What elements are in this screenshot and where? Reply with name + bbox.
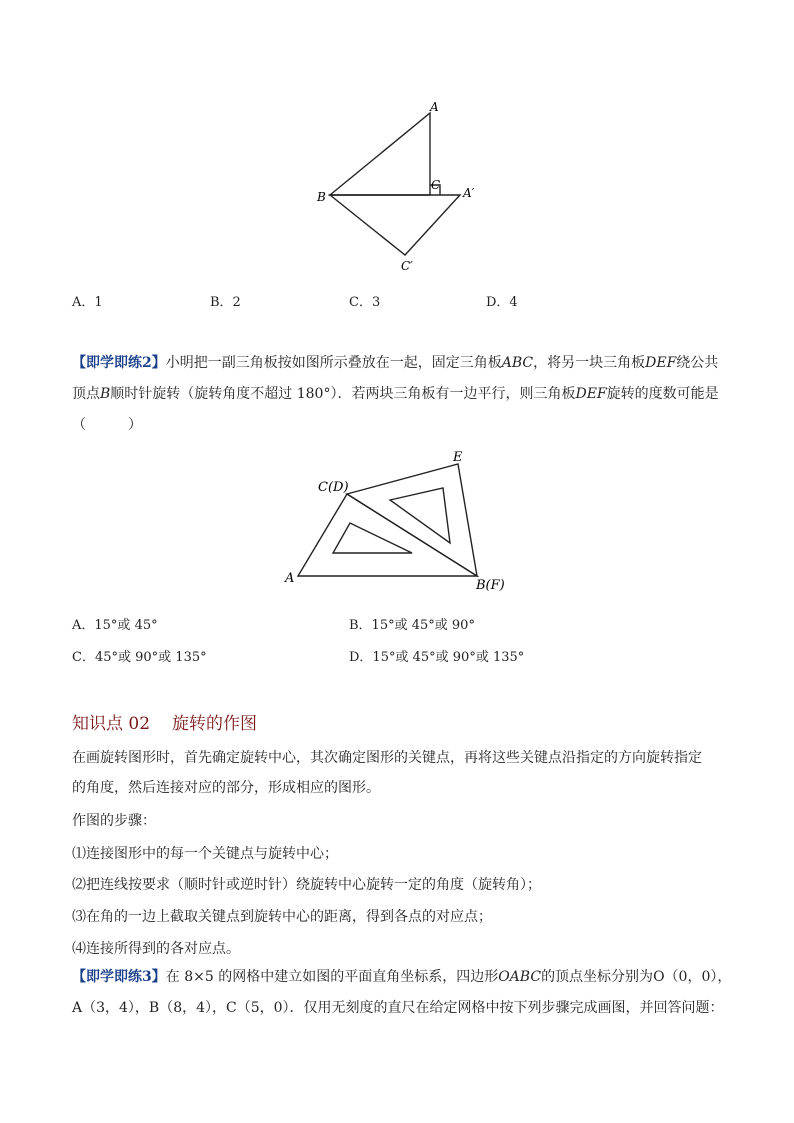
section-title: 旋转的作图 bbox=[172, 714, 258, 734]
label-bf: B(F) bbox=[476, 578, 505, 593]
label-a2: A bbox=[285, 571, 295, 586]
section-heading bbox=[72, 709, 279, 734]
label-c: C bbox=[431, 178, 441, 192]
label-a: A bbox=[430, 100, 439, 114]
step-1: ⑴连接图形中的每一个关键点与旋转中心； bbox=[72, 846, 338, 862]
steps-title: 作图的步骤： bbox=[72, 813, 156, 829]
step-2: ⑵把连线按要求（顺时针或逆时针）绕旋转中心旋转一定的角度（旋转角）； bbox=[72, 877, 541, 893]
exercise3-line2: A（3，4），B（8，4），C（5，0）．仅用无刻度的直尺在给定网格中按下列步骤完成画图，并回答问题： bbox=[72, 1000, 724, 1016]
option2-d[interactable]: D．15°或 45°或 90°或 135° bbox=[349, 650, 525, 665]
label-cd: C(D) bbox=[318, 480, 349, 495]
exercise3-tag: 【即学即练3】 bbox=[72, 969, 166, 985]
set-square-abc-outer bbox=[298, 494, 477, 576]
exercise2-tag: 【即学即练2】 bbox=[72, 355, 166, 371]
label-e: E bbox=[453, 450, 463, 465]
triangle-abc bbox=[330, 113, 430, 195]
rotation-figure-1 bbox=[300, 95, 500, 275]
option2-a[interactable]: A．15°或 45° bbox=[72, 618, 158, 633]
option-c[interactable]: C．3 bbox=[349, 295, 381, 310]
set-squares-figure bbox=[280, 448, 520, 598]
option-b[interactable]: B．2 bbox=[210, 295, 241, 310]
label-a-prime: A′ bbox=[463, 186, 475, 200]
step-4: ⑷连接所得到的各对应点。 bbox=[72, 941, 240, 957]
intro-line-1: 在画旋转图形时，首先确定旋转中心，其次确定图形的关键点，再将这些关键点沿指定的方向旋转指定 bbox=[72, 750, 702, 766]
exercise3-line1: 【即学即练3】在 8×5 的网格中建立如图的平面直角坐标系，四边形OABC的顶点坐标分别为O（0，0）， bbox=[72, 969, 732, 985]
set-square-def-hole bbox=[390, 488, 450, 543]
option-a[interactable]: A．1 bbox=[72, 295, 103, 310]
intro-line-2: 的角度，然后连接对应的部分，形成相应的图形。 bbox=[72, 780, 380, 796]
option2-c[interactable]: C．45°或 90°或 135° bbox=[72, 650, 207, 665]
label-b: B bbox=[317, 190, 326, 204]
step-3: ⑶在角的一边上截取关键点到旋转中心的距离，得到各点的对应点； bbox=[72, 909, 492, 925]
triangle-a-prime-b-c-prime bbox=[330, 195, 460, 255]
exercise2-line1: 【即学即练2】小明把一副三角板按如图所示叠放在一起，固定三角板ABC，将另一块三角板DEF绕公共 bbox=[72, 355, 719, 371]
label-c-prime: C′ bbox=[401, 259, 413, 273]
section-number: 知识点 02 bbox=[72, 714, 151, 734]
option-d[interactable]: D．4 bbox=[486, 295, 518, 310]
option2-b[interactable]: B．15°或 45°或 90° bbox=[349, 618, 475, 633]
set-square-def-outer bbox=[347, 464, 477, 576]
exercise2-answer-blank: （ ） bbox=[72, 417, 142, 433]
exercise2-line2: 顶点B顺时针旋转（旋转角度不超过 180°）．若两块三角板有一边平行，则三角板DEF旋转的度数可能是 bbox=[72, 386, 719, 402]
